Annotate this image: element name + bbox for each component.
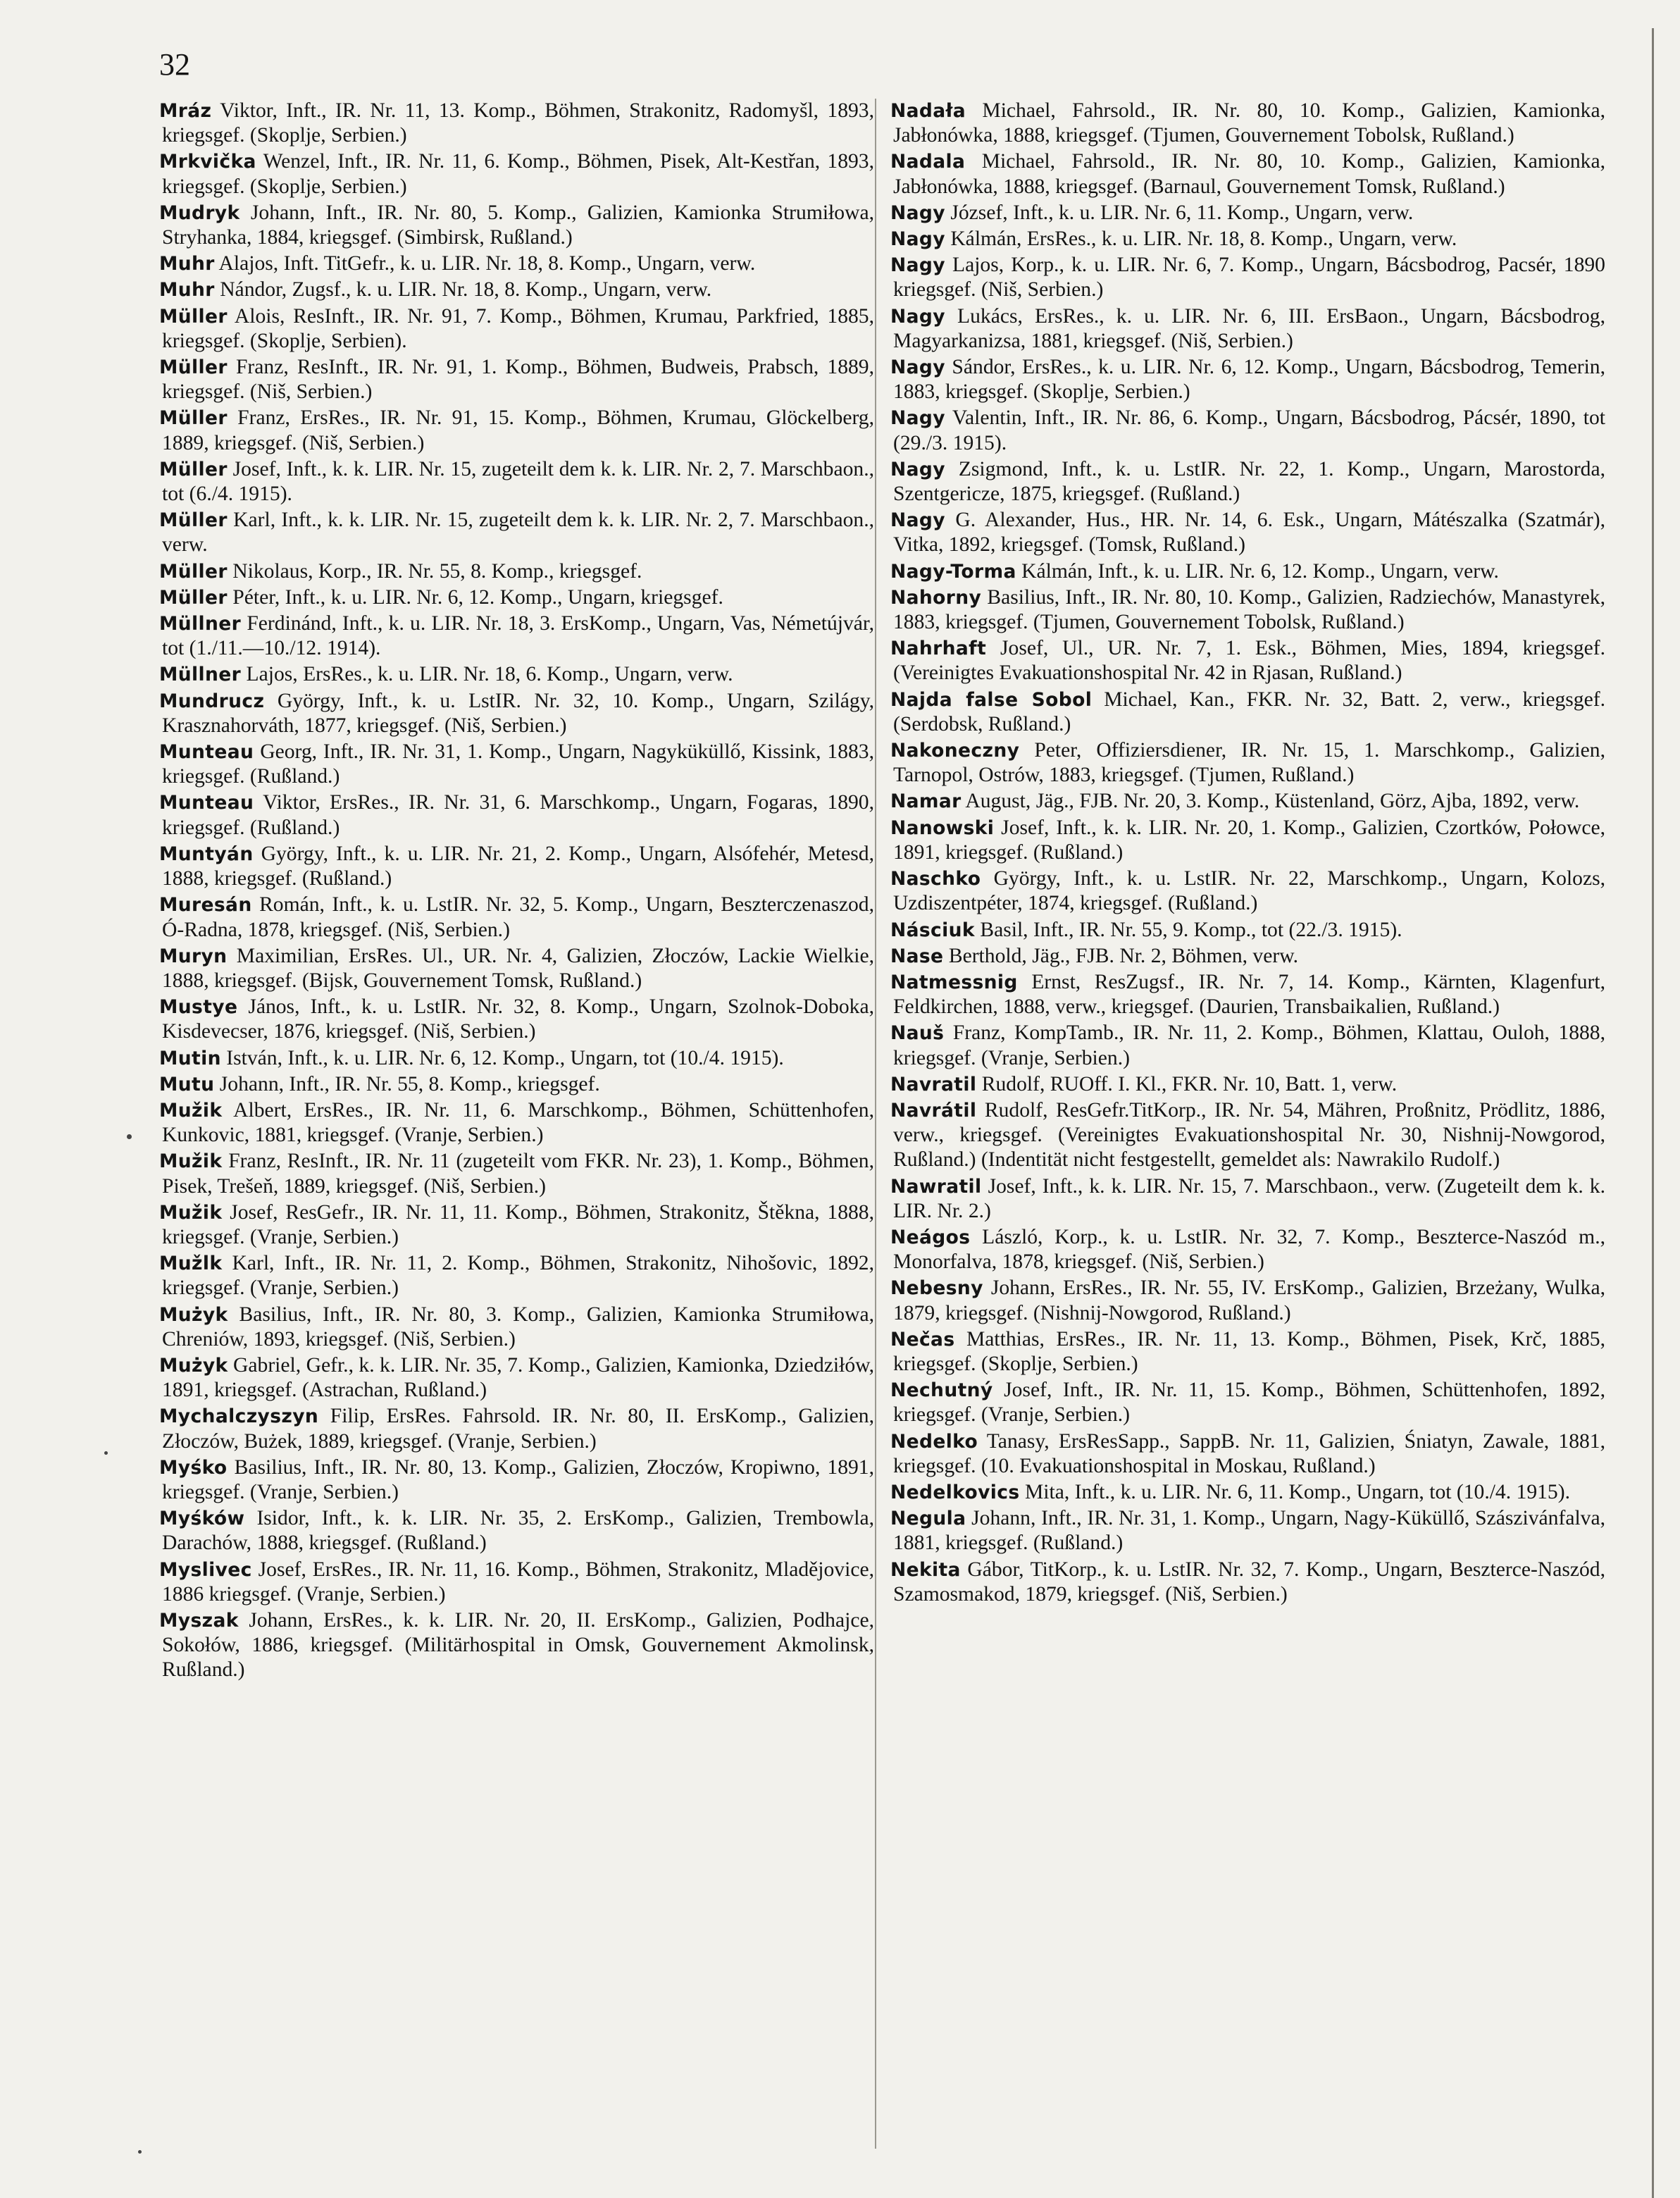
register-entry	[159, 252, 874, 276]
entry-surname: Müller	[159, 356, 228, 379]
entry-details: Michael, Fahrsold., IR. Nr. 80, 10. Komp., Galizien, Kamionka, Jabłonówka, 1888, kriegsgef. (Barnaul, Gouvernement Tomsk, Rußland.)	[893, 150, 1605, 198]
register-entry	[890, 508, 1605, 557]
entry-surname: Naschko	[890, 868, 981, 890]
entry-surname: Nechutný	[890, 1379, 993, 1402]
entry-surname: Müller	[159, 560, 228, 583]
page-number: 32	[159, 47, 190, 82]
entry-details: Josef, Inft., k. k. LIR. Nr. 20, 1. Komp., Galizien, Czortków, Połowce, 1891, kriegsgef. (Rußland.)	[893, 816, 1605, 864]
register-entry	[159, 740, 874, 789]
register-entry	[159, 585, 874, 610]
entry-details: Péter, Inft., k. u. LIR. Nr. 6, 12. Komp., Ungarn, kriegsgef.	[232, 585, 723, 609]
register-entry	[890, 406, 1605, 455]
entry-details: Matthias, ErsRes., IR. Nr. 11, 13. Komp., Böhmen, Pisek, Krč, 1885, kriegsgef. (Skoplje, Serbien.)	[893, 1327, 1605, 1375]
entry-details: Albert, ErsRes., IR. Nr. 11, 6. Marschkomp., Böhmen, Schüttenhofen, Kunkovic, 1881, kriegsgef. (Vranje, Serbien.)	[162, 1098, 874, 1147]
register-entry	[159, 355, 874, 404]
entry-details: Peter, Offiziersdiener, IR. Nr. 15, 1. Marschkomp., Galizien, Tarnopol, Ostrów, 1883, kriegsgef. (Tjumen, Rußland.)	[893, 739, 1605, 787]
entry-details: Johann, Inft., IR. Nr. 31, 1. Komp., Ungarn, Nagy-Küküllő, Szászivánfalva, 1881, kriegsgef. (Rußland.)	[893, 1507, 1606, 1555]
entry-details: Ernst, ResZugsf., IR. Nr. 7, 14. Komp., Kärnten, Klagenfurt, Feldkirchen, 1888, verw., kriegsgef. (Daurien, Transbaikalien, Rußland.)	[893, 970, 1605, 1019]
entry-surname: Mrkvička	[159, 151, 256, 173]
register-entry	[159, 201, 874, 250]
entry-details: Kálmán, ErsRes., k. u. LIR. Nr. 18, 8. Komp., Ungarn, verw.	[950, 228, 1457, 251]
entry-surname: Nagy	[890, 305, 945, 328]
entry-surname: Nagy	[890, 356, 945, 379]
entry-details: Josef, Ul., UR. Nr. 7, 1. Esk., Böhmen, Mies, 1894, kriegsgef. (Vereinigtes Evakuationshospital Nr. 42 in Rjasan, Rußland.)	[893, 637, 1605, 685]
entry-details: Viktor, Inft., IR. Nr. 11, 13. Komp., Böhmen, Strakonitz, Radomyšl, 1893, kriegsgef. (Skoplje, Serbien.)	[162, 99, 874, 147]
entry-surname: Muhr	[159, 279, 215, 302]
register-entry	[890, 457, 1605, 507]
register-entry	[159, 278, 874, 302]
register-entry	[890, 816, 1605, 865]
entry-surname: Müller	[159, 305, 228, 328]
entry-surname: Mužik	[159, 1099, 223, 1122]
entry-surname: Nahorny	[890, 586, 982, 609]
page-edge-line	[1652, 28, 1654, 2198]
entry-surname: Nakoneczny	[890, 740, 1020, 762]
register-entry	[890, 1429, 1605, 1479]
entry-surname: Müllner	[159, 613, 242, 635]
entry-surname: Mustye	[159, 996, 238, 1019]
entry-surname: Mużyk	[159, 1303, 228, 1326]
entry-details: Franz, ResInft., IR. Nr. 11 (zugeteilt vom FKR. Nr. 23), 1. Komp., Böhmen, Pisek, Trešeň, 1889, kriegsgef. (Niš, Serbien.)	[162, 1150, 874, 1198]
register-entry	[159, 611, 874, 661]
register-entry	[890, 253, 1605, 302]
entry-surname: Nadala	[890, 151, 966, 173]
entry-details: Sándor, ErsRes., k. u. LIR. Nr. 6, 12. Komp., Ungarn, Bácsbodrog, Temerin, 1883, kriegsgef. (Skoplje, Serbien.)	[893, 356, 1605, 404]
register-entry	[159, 790, 874, 840]
right-column	[890, 99, 1605, 1608]
register-entry	[159, 1353, 874, 1403]
register-entry	[890, 1506, 1605, 1556]
entry-surname: Nečas	[890, 1328, 955, 1351]
register-entry	[890, 559, 1605, 584]
entry-details: Nikolaus, Korp., IR. Nr. 55, 8. Komp., kriegsgef.	[232, 559, 642, 583]
entry-surname: Natmessnig	[890, 971, 1018, 993]
entry-details: János, Inft., k. u. LstIR. Nr. 32, 8. Komp., Ungarn, Szolnok-Doboka, Kisdevecser, 1876, kriegsgef. (Niš, Serbien.)	[162, 995, 874, 1043]
entry-details: Franz, ErsRes., IR. Nr. 91, 15. Komp., Böhmen, Krumau, Glöckelberg, 1889, kriegsgef. (Niš, Serbien.)	[162, 406, 874, 454]
register-entry	[159, 99, 874, 148]
entry-surname: Nagy	[890, 458, 945, 480]
entry-surname: Negula	[890, 1508, 966, 1530]
entry-details: Alajos, Inft. TitGefr., k. u. LIR. Nr. 18, 8. Komp., Ungarn, verw.	[218, 252, 756, 275]
print-speck	[104, 1451, 108, 1455]
register-entry	[159, 995, 874, 1044]
entry-surname: Navrátil	[890, 1099, 977, 1122]
register-entry	[159, 1303, 874, 1352]
register-entry	[159, 1149, 874, 1198]
entry-surname: Mutin	[159, 1047, 221, 1069]
entry-surname: Nagy-Torma	[890, 560, 1016, 583]
entry-details: Gábor, TitKorp., k. u. LstIR. Nr. 32, 7. Komp., Ungarn, Beszterce-Naszód, Szamosmakod, 1879, kriegsgef. (Niš, Serbien.)	[893, 1558, 1605, 1606]
register-entry	[159, 304, 874, 354]
entry-surname: Nauš	[890, 1022, 945, 1045]
print-speck	[138, 2150, 142, 2154]
entry-surname: Myśko	[159, 1456, 228, 1479]
entry-details: István, Inft., k. u. LIR. Nr. 6, 12. Komp., Ungarn, tot (10./4. 1915).	[226, 1046, 784, 1069]
entry-details: Kálmán, Inft., k. u. LIR. Nr. 6, 12. Komp., Ungarn, verw.	[1021, 559, 1499, 583]
entry-surname: Mužik	[159, 1150, 223, 1173]
entry-details: Franz, KompTamb., IR. Nr. 11, 2. Komp., Böhmen, Klattau, Ouloh, 1888, kriegsgef. (Vranje, Serbien.)	[893, 1022, 1605, 1069]
entry-surname: Namar	[890, 790, 962, 813]
entry-surname: Müller	[159, 586, 228, 609]
entry-details: Valentin, Inft., IR. Nr. 86, 6. Komp., Ungarn, Bácsbodrog, Pácsér, 1890, tot (29./3. 1915).	[893, 406, 1605, 454]
register-entry	[159, 508, 874, 557]
entry-surname: Nagy	[890, 254, 945, 277]
register-entry	[890, 585, 1605, 635]
entry-details: Viktor, ErsRes., IR. Nr. 31, 6. Marschkomp., Ungarn, Fogaras, 1890, kriegsgef. (Rußland.)	[162, 791, 874, 839]
entry-surname: Muhr	[159, 253, 215, 275]
entry-surname: Nase	[890, 945, 944, 967]
register-entry	[159, 662, 874, 687]
register-entry	[159, 944, 874, 993]
register-entry	[890, 688, 1605, 737]
entry-details: Johann, Inft., IR. Nr. 55, 8. Komp., kriegsgef.	[219, 1072, 600, 1095]
register-entry	[159, 406, 874, 455]
entry-surname: Munteau	[159, 792, 254, 814]
register-entry	[890, 738, 1605, 788]
register-entry	[890, 1021, 1605, 1070]
register-entry	[159, 1098, 874, 1148]
entry-details: Johann, Inft., IR. Nr. 80, 5. Komp., Galizien, Kamionka Strumiłowa, Stryhanka, 1884, kriegsgef. (Simbirsk, Rußland.)	[162, 201, 874, 249]
register-entry	[890, 1276, 1605, 1325]
entry-surname: Müller	[159, 509, 228, 532]
entry-details: Johann, ErsRes., IR. Nr. 55, IV. ErsKomp., Galizien, Brzeżany, Wulka, 1879, kriegsgef. (Nishnij-Nowgorod, Rußland.)	[893, 1277, 1605, 1324]
entry-details: Basilius, Inft., IR. Nr. 80, 3. Komp., Galizien, Kamionka Strumiłowa, Chreniów, 1893, kriegsgef. (Niš, Serbien.)	[162, 1303, 874, 1351]
entry-details: Georg, Inft., IR. Nr. 31, 1. Komp., Ungarn, Nagyküküllő, Kissink, 1883, kriegsgef. (Rußland.)	[162, 740, 874, 788]
register-entry	[159, 1072, 874, 1097]
register-entry	[890, 1378, 1605, 1427]
entry-details: Michael, Kan., FKR. Nr. 32, Batt. 2, verw., kriegsgef. (Serdobsk, Rußland.)	[893, 688, 1605, 735]
entry-details: Karl, Inft., k. k. LIR. Nr. 15, zugeteilt dem k. k. LIR. Nr. 2, 7. Marschbaon., verw.	[162, 509, 874, 557]
register-entry	[890, 1327, 1605, 1377]
entry-details: Basilius, Inft., IR. Nr. 80, 10. Komp., Galizien, Radziechów, Manastyrek, 1883, kriegsgef. (Tjumen, Gouvernement Tobolsk, Rußland.)	[893, 585, 1605, 634]
entry-details: Isidor, Inft., k. k. LIR. Nr. 35, 2. ErsKomp., Galizien, Trembowla, Darachów, 1888, kriegsgef. (Rußland.)	[162, 1507, 874, 1555]
entry-details: Johann, ErsRes., k. k. LIR. Nr. 20, II. ErsKomp., Galizien, Podhajce, Sokołów, 1886, kriegsgef. (Militärhospital in Omsk, Gouvernement Akmolinsk, Rußland.)	[162, 1608, 875, 1682]
register-entry	[159, 559, 874, 584]
entry-details: Alois, ResInft., IR. Nr. 91, 7. Komp., Böhmen, Krumau, Parkfried, 1885, kriegsgef. (Skoplje, Serbien).	[162, 304, 875, 352]
entry-surname: Nedelko	[890, 1430, 978, 1453]
entry-details: Josef, ResGefr., IR. Nr. 11, 11. Komp., Böhmen, Strakonitz, Štěkna, 1888, kriegsgef. (Vranje, Serbien.)	[162, 1200, 875, 1248]
register-entry	[890, 1072, 1605, 1097]
register-entry	[890, 1480, 1605, 1505]
entry-surname: Najda false Sobol	[890, 688, 1093, 711]
register-entry	[890, 201, 1605, 225]
entry-details: Tanasy, ErsResSapp., SappB. Nr. 11, Galizien, Śniatyn, Zawale, 1881, kriegsgef. (10. Evakuationshospital in Moskau, Rußland.)	[893, 1429, 1605, 1477]
register-entry	[890, 304, 1605, 354]
entry-surname: Myslivec	[159, 1558, 252, 1581]
register-entry	[159, 1608, 874, 1683]
entry-details: Rudolf, ResGefr.TitKorp., IR. Nr. 54, Mähren, Proßnitz, Prödlitz, 1886, verw., kriegsgef. (Vereinigtes Evakuationshospital Nr. 30, Nishnij-Nowgorod, Rußland.) (Indentität nicht festgestellt, gemeldet als: Nawrakilo Rudolf.)	[893, 1098, 1606, 1172]
entry-surname: Nekita	[890, 1558, 961, 1581]
register-entry	[890, 1558, 1605, 1607]
entry-surname: Myśków	[159, 1508, 245, 1530]
entry-surname: Muryn	[159, 945, 228, 967]
entry-surname: Nahrhaft	[890, 638, 987, 660]
entry-surname: Muntyán	[159, 843, 254, 865]
entry-surname: Nagy	[890, 201, 945, 224]
entry-details: Josef, ErsRes., IR. Nr. 11, 16. Komp., Böhmen, Strakonitz, Mladějovice, 1886 kriegsgef. (Vranje, Serbien.)	[162, 1558, 874, 1606]
register-entry	[890, 944, 1605, 969]
entry-details: Basilius, Inft., IR. Nr. 80, 13. Komp., Galizien, Złoczów, Kropiwno, 1891, kriegsgef. (Vranje, Serbien.)	[162, 1455, 874, 1503]
entry-details: Ferdinánd, Inft., k. u. LIR. Nr. 18, 3. ErsKomp., Ungarn, Vas, Németújvár, tot (1./11.—10./12. 1914).	[162, 612, 874, 660]
entry-surname: Nawratil	[890, 1175, 982, 1198]
entry-surname: Nagy	[890, 228, 945, 251]
register-entry	[890, 227, 1605, 252]
entry-surname: Mychalczyszyn	[159, 1405, 319, 1428]
entry-surname: Müller	[159, 458, 228, 480]
entry-surname: Mundrucz	[159, 690, 265, 712]
entry-surname: Nanowski	[890, 817, 995, 839]
register-entry	[890, 918, 1605, 943]
register-entry	[159, 1558, 874, 1607]
entry-surname: Nagy	[890, 509, 945, 532]
entry-surname: Myszak	[159, 1609, 239, 1632]
entry-details: Josef, Inft., k. k. LIR. Nr. 15, 7. Marschbaon., verw. (Zugeteilt dem k. k. LIR. Nr. 2.)	[893, 1174, 1605, 1222]
entry-surname: Mudryk	[159, 201, 240, 224]
left-column	[159, 99, 874, 1684]
entry-surname: Navratil	[890, 1073, 977, 1095]
entry-details: August, Jäg., FJB. Nr. 20, 3. Komp., Küstenland, Görz, Ajba, 1892, verw.	[965, 790, 1580, 813]
entry-details: Nándor, Zugsf., k. u. LIR. Nr. 18, 8. Komp., Ungarn, verw.	[220, 278, 712, 302]
entry-surname: Neágos	[890, 1226, 971, 1248]
entry-details: Gabriel, Gefr., k. k. LIR. Nr. 35, 7. Komp., Galizien, Kamionka, Dziedziłów, 1891, kriegsgef. (Astrachan, Rußland.)	[162, 1353, 875, 1402]
entry-surname: Müllner	[159, 664, 242, 686]
print-speck	[127, 1134, 132, 1139]
register-entry	[159, 893, 874, 942]
register-entry	[159, 1455, 874, 1505]
register-entry	[890, 99, 1605, 148]
entry-surname: Nagy	[890, 407, 945, 430]
entry-details: László, Korp., k. u. LstIR. Nr. 32, 7. Komp., Beszterce-Naszód m., Monorfalva, 1878, kriegsgef. (Niš, Serbien.)	[893, 1225, 1605, 1274]
register-entry	[159, 842, 874, 891]
entry-details: Michael, Fahrsold., IR. Nr. 80, 10. Komp., Galizien, Kamionka, Jabłonówka, 1888, kriegsgef. (Tjumen, Gouvernement Tobolsk, Rußland.)	[893, 99, 1605, 147]
entry-details: Wenzel, Inft., IR. Nr. 11, 6. Komp., Böhmen, Pisek, Alt-Kestřan, 1893, kriegsgef. (Skoplje, Serbien.)	[162, 150, 874, 198]
register-entry	[890, 149, 1605, 199]
entry-surname: Mużyk	[159, 1354, 228, 1377]
entry-surname: Nadała	[890, 100, 966, 122]
entry-details: György, Inft., k. u. LIR. Nr. 21, 2. Komp., Ungarn, Alsófehér, Metesd, 1888, kriegsgef. (Rußland.)	[162, 842, 874, 890]
entry-details: Josef, Inft., k. k. LIR. Nr. 15, zugeteilt dem k. k. LIR. Nr. 2, 7. Marschbaon., tot (6./4. 1915).	[162, 457, 874, 506]
register-entry	[159, 149, 874, 199]
entry-details: Lajos, Korp., k. u. LIR. Nr. 6, 7. Komp., Ungarn, Bácsbodrog, Pacsér, 1890 kriegsgef. (Niš, Serbien.)	[893, 254, 1605, 302]
entry-surname: Nebesny	[890, 1277, 983, 1300]
register-entry	[890, 1225, 1605, 1274]
column-divider	[875, 99, 876, 2149]
entry-surname: Muresán	[159, 894, 252, 917]
entry-surname: Mráz	[159, 100, 212, 122]
entry-details: Karl, Inft., IR. Nr. 11, 2. Komp., Böhmen, Strakonitz, Nihošovic, 1892, kriegsgef. (Vranje, Serbien.)	[162, 1252, 874, 1300]
entry-details: József, Inft., k. u. LIR. Nr. 6, 11. Komp., Ungarn, verw.	[950, 201, 1414, 224]
entry-surname: Násciuk	[890, 919, 975, 941]
entry-surname: Nedelkovics	[890, 1481, 1020, 1503]
register-entry	[159, 457, 874, 507]
register-entry	[890, 970, 1605, 1019]
entry-details: Franz, ResInft., IR. Nr. 91, 1. Komp., Böhmen, Budweis, Prabsch, 1889, kriegsgef. (Niš, Serbien.)	[162, 356, 874, 404]
entry-details: Lukács, ErsRes., k. u. LIR. Nr. 6, III. ErsBaon., Ungarn, Bácsbodrog, Magyarkanizsa, 1881, kriegsgef. (Niš, Serbien.)	[893, 304, 1605, 352]
register-entry	[890, 789, 1605, 814]
register-entry	[890, 1098, 1605, 1173]
register-entry	[890, 1174, 1605, 1224]
entry-details: Román, Inft., k. u. LstIR. Nr. 32, 5. Komp., Ungarn, Beszterczenaszod, Ó-Radna, 1878, kriegsgef. (Niš, Serbien.)	[162, 893, 874, 941]
entry-details: Rudolf, RUOff. I. Kl., FKR. Nr. 10, Batt. 1, verw.	[981, 1072, 1398, 1095]
entry-surname: Mužlk	[159, 1253, 223, 1275]
entry-surname: Mutu	[159, 1073, 215, 1095]
entry-surname: Mužik	[159, 1201, 223, 1224]
register-entry	[159, 1200, 874, 1250]
entry-details: Zsigmond, Inft., k. u. LstIR. Nr. 22, 1. Komp., Ungarn, Marostorda, Szentgericze, 1875, kriegsgef. (Rußland.)	[893, 457, 1606, 506]
register-entry	[159, 1506, 874, 1556]
entry-surname: Müller	[159, 407, 228, 430]
register-entry	[159, 1251, 874, 1300]
entry-details: Maximilian, ErsRes. Ul., UR. Nr. 4, Galizien, Złoczów, Lackie Wielkie, 1888, kriegsgef. (Bijsk, Gouvernement Tomsk, Rußland.)	[162, 944, 874, 992]
entry-details: Mita, Inft., k. u. LIR. Nr. 6, 11. Komp., Ungarn, tot (10./4. 1915).	[1024, 1480, 1570, 1503]
register-entry	[159, 689, 874, 738]
entry-details: G. Alexander, Hus., HR. Nr. 14, 6. Esk., Ungarn, Mátészalka (Szatmár), Vitka, 1892, kriegsgef. (Tomsk, Rußland.)	[893, 509, 1606, 557]
entry-details: György, Inft., k. u. LstIR. Nr. 22, Marschkomp., Ungarn, Kolozs, Uzdiszentpéter, 1874, kriegsgef. (Rußland.)	[893, 867, 1605, 915]
entry-details: Berthold, Jäg., FJB. Nr. 2, Böhmen, verw.	[948, 944, 1299, 967]
register-entry	[890, 355, 1605, 404]
entry-details: Basil, Inft., IR. Nr. 55, 9. Komp., tot (22./3. 1915).	[980, 918, 1402, 941]
register-entry	[890, 867, 1605, 916]
register-entry	[159, 1046, 874, 1071]
entry-details: Josef, Inft., IR. Nr. 11, 15. Komp., Böhmen, Schüttenhofen, 1892, kriegsgef. (Vranje, Serbien.)	[893, 1379, 1606, 1427]
entry-surname: Munteau	[159, 741, 254, 764]
register-entry	[159, 1404, 874, 1453]
entry-details: György, Inft., k. u. LstIR. Nr. 32, 10. Komp., Ungarn, Szilágy, Krasznahorváth, 1877, kriegsgef. (Niš, Serbien.)	[162, 689, 874, 737]
entry-details: Lajos, ErsRes., k. u. LIR. Nr. 18, 6. Komp., Ungarn, verw.	[246, 663, 733, 686]
entry-details: Filip, ErsRes. Fahrsold. IR. Nr. 80, II. ErsKomp., Galizien, Złoczów, Bużek, 1889, kriegsgef. (Vranje, Serbien.)	[162, 1405, 874, 1453]
register-entry	[890, 636, 1605, 685]
